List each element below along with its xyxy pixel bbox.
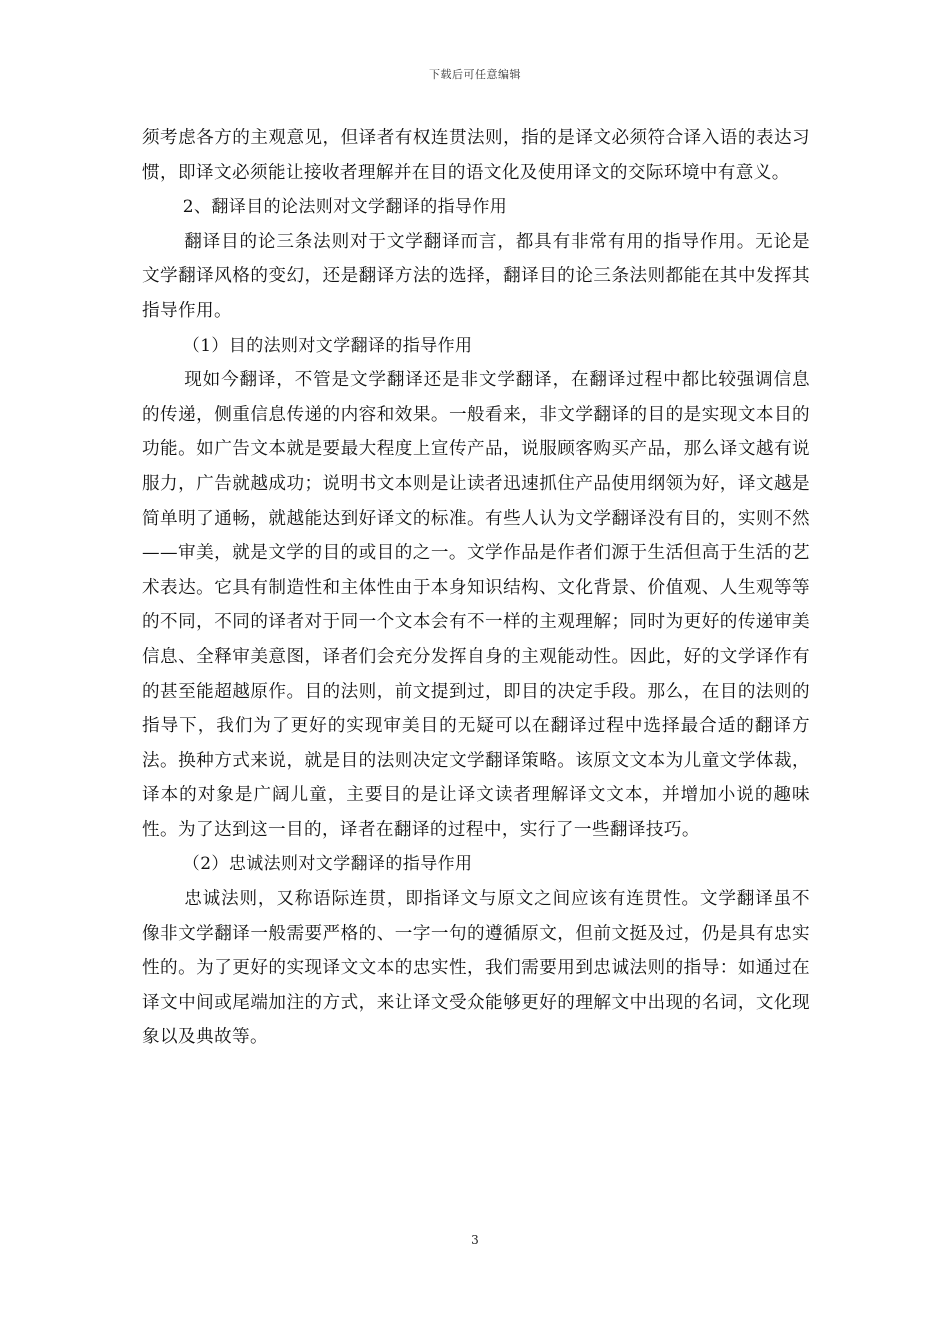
page-header: 下载后可任意编辑	[429, 68, 521, 81]
paragraph: 现如今翻译，不管是文学翻译还是非文学翻译，在翻译过程中都比较强调信息的传递，侧重信息传递的内容和效果。一般看来，非文学翻译的目的是实现文本目的功能。如广告文本就是要最大程度上宣传产品，说服顾客购买产品，那么译文越有说服力，广告就越成功；说明书文本则是让读者迅速抓住产品使用纲领为好，译文越是简单明了通畅，就越能达到好译文的标准。有些人认为文学翻译没有目的，实则不然——审美，就是文学的目的或目的之一。文学作品是作者们源于生活但高于生活的艺术表达。它具有制造性和主体性由于本身知识结构、文化背景、价值观、人生观等等的不同，不同的译者对于同一个文本会有不一样的主观理解；同时为更好的传递审美信息、全释审美意图，译者们会充分发挥自身的主观能动性。因此，好的文学译作有的甚至能超越原作。目的法则，前文提到过，即目的决定手段。那么，在目的法则的指导下，我们为了更好的实现审美目的无疑可以在翻译过程中选择最合适的翻译方法。换种方式来说，就是目的法则决定文学翻译策略。该原文文本为儿童文学体裁，译本的对象是广阔儿童，主要目的是让译文读者理解译文文本，并增加小说的趣味性。为了达到这一目的，译者在翻译的过程中，实行了一些翻译技巧。	[142, 370, 810, 840]
paragraph: 须考虑各方的主观意见，但译者有权连贯法则，指的是译文必须符合译入语的表达习惯，即译文必须能让接收者理解并在目的语文化及使用译文的交际环境中有意义。	[142, 128, 810, 183]
document-body	[142, 121, 810, 1055]
paragraph: 忠诚法则，又称语际连贯，即指译文与原文之间应该有连贯性。文学翻译虽不像非文学翻译一般需要严格的、一字一句的遵循原文，但前文挺及过，仍是具有忠实性的。为了更好的实现译文文本的忠实性，我们需要用到忠诚法则的指导：如通过在译文中间或尾端加注的方式，来让译文受众能够更好的理解文中出现的名词，文化现象以及典故等。	[142, 889, 810, 1048]
subsection-heading: （2）忠诚法则对文学翻译的指导作用	[182, 854, 473, 875]
paragraph: 翻译目的论三条法则对于文学翻译而言，都具有非常有用的指导作用。无论是文学翻译风格的变幻，还是翻译方法的选择，翻译目的论三条法则都能在其中发挥其指导作用。	[142, 231, 810, 321]
subsection-heading: （1）目的法则对文学翻译的指导作用	[182, 335, 473, 356]
section-heading: 2、翻译目的论法则对文学翻译的指导作用	[182, 197, 508, 218]
page-number: 3	[471, 1233, 479, 1247]
